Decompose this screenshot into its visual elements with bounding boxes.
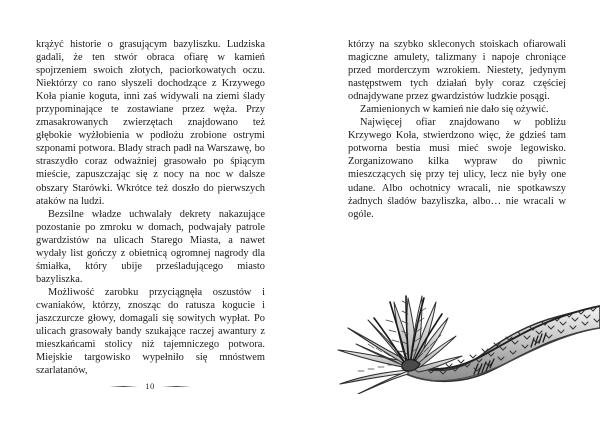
page-right [300,0,600,424]
folio-rule-left-icon [109,386,138,387]
left-page-textblock [36,38,265,377]
paragraph: Możliwość zarobku przyciągnęła oszustów i cwaniaków, którzy, znosząc do ratusza kogucie i jaszczurcze głowy, domagali się sowitych wypłat. Po ulicach grasowały bandy szukające raczej awantury z mieszkańcami stolicy niż tajemniczego potwora. Miejskie targowisko wypełniło się mnóstwem szarlatanów, [36,286,265,377]
paragraph: Najwięcej ofiar znajdowano w pobliżu Krzywego Koła, stwierdzono więc, że gdzieś tam potworna bestia musi mieć swoje legowisko. Zorganizowano kilka wypraw do piwnic mieszczących się przy tej ulicy, lecz nie były one udane. Albo ochotnicy wracali, nie spotkawszy żadnych śladów bazyliszka, albo… nie wracali w ogóle. [348,117,566,220]
paragraph: Zamienionych w kamień nie dało się ożywić. [360,104,549,116]
tail-body-shape [406,306,600,381]
paragraph: krążyć historie o grasującym bazyliszku. Ludziska gadali, że ten stwór obraca ofiarę w kamień spojrzeniem swoich złotych, paciorkowatych oczu. Niektórzy co rano słyszeli dochodzące z Krzywego Koła pianie koguta, inni zaś widywali na ziemi ślady przypominające te zostawiane przez węża. Przy zmasakrowanych zwierzętach znajdowano też głębokie wyżłobienia w podłożu zrobione ostrymi szponami potwora. Blady strach padł na Warszawę, bo straszydło coraz odważniej grasowało po śpiącym mieście, zapuszczając się z nocy na noc w dalsze obszary Starówki. Wkrótce też doszło do pierwszych ataków na ludzi. [36,39,265,207]
paragraph: Bezsilne władze uchwalały dekrety nakazujące pozostanie po zmroku w domach, podwajały patrole gwardzistów na ulicach Starego Miasta, a nawet wydały list gończy z obietnicą ogromnej nagrody dla śmiałka, który ubije prześladującego miasto bazyliszka. [36,208,265,285]
basilisk-tail-illustration [328,272,600,394]
paragraph: którzy na szybko skleconych stoiskach ofiarowali magiczne amulety, talizmany i napoje chroniące przed morderczym wzrokiem. Niestety, jedynym następstwem tych działań były coraz częściej odnajdywane przez gwardzistów ludzkie posągi. [348,39,566,103]
page-number: 10 [145,381,155,391]
folio [0,382,300,391]
right-page-textblock [348,38,566,221]
folio-rule-right-icon [162,386,191,387]
